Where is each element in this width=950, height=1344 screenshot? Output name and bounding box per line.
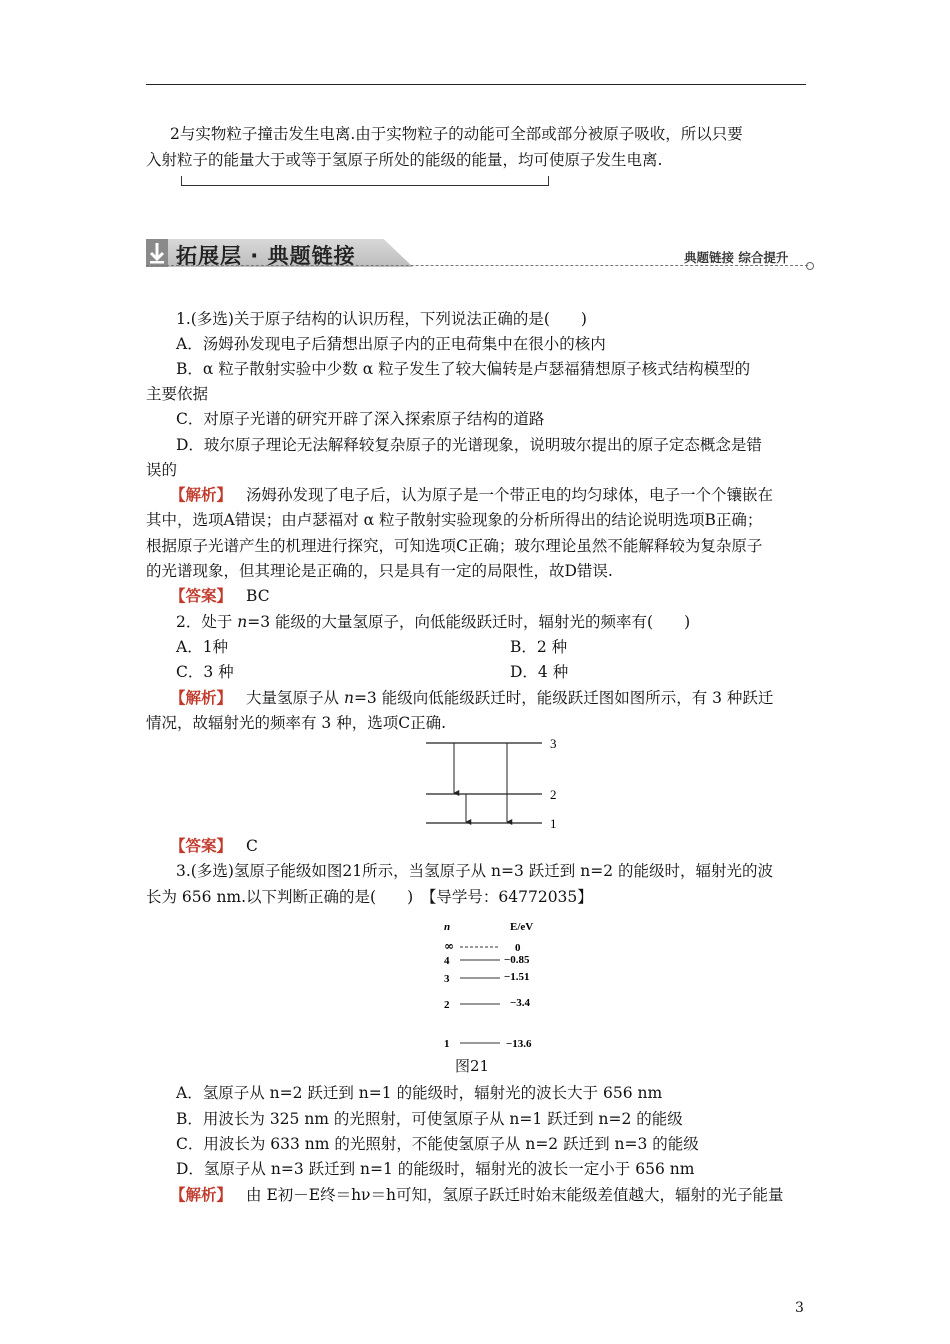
q3-option-b: B．用波长为 325 nm 的光照射，可使氢原子从 n=1 跃迁到 n=2 的能级: [176, 1110, 683, 1128]
q1-option-d: D．玻尔原子理论无法解释较复杂原子的光谱现象，说明玻尔提出的原子定态概念是错: [176, 436, 762, 454]
intro-line-2: 入射粒子的能量大于或等于氢原子所处的能级的能量，均可使原子发生电离.: [146, 151, 663, 169]
n-header: n: [444, 921, 451, 933]
figure-caption: 图21: [455, 1057, 490, 1075]
q1-stem: 1.(多选)关于原子结构的认识历程，下列说法正确的是( ): [176, 310, 587, 328]
q1-option-a: A．汤姆孙发现电子后猜想出原子内的正电荷集中在很小的核内: [176, 335, 606, 353]
q1-analysis-line-1: [170, 484, 773, 506]
analysis-tag: 【解析】: [170, 485, 233, 504]
page-number: 3: [795, 1300, 804, 1316]
energy-level-diagram: [440, 916, 560, 1051]
down-arrow-icon: [146, 239, 168, 267]
q3-option-d: D．氢原子从 n=3 跃迁到 n=1 的能级时，辐射光的波长一定小于 656 nm: [176, 1160, 695, 1178]
level-e-inf: 0: [515, 942, 521, 954]
q1-answer: [170, 585, 270, 607]
q2-option-d: D．4 种: [510, 663, 569, 681]
level-e-1: −13.6: [506, 1038, 532, 1050]
level-label-2: 2: [550, 787, 557, 802]
level-e-3: −1.51: [504, 971, 530, 983]
q3-option-c: C．用波长为 633 nm 的光照射，不能使氢原子从 n=2 跃迁到 n=3 的能级: [176, 1135, 699, 1153]
transition-diagram: [420, 735, 570, 835]
level-label-1: 1: [550, 816, 557, 831]
q1-analysis-line-3: 根据原子光谱产生的机理进行探究，可知选项C正确；玻尔理论虽然不能解释较为复杂原子: [146, 537, 763, 555]
intro-bracket: [181, 176, 549, 186]
analysis-pre: 大量氢原子从: [246, 689, 344, 707]
intro-line-1: 2与实物粒子撞击发生电离.由于实物粒子的动能可全部或部分被原子吸收，所以只要: [170, 125, 743, 143]
section-rule: [146, 265, 808, 266]
e-header: E/eV: [510, 921, 534, 933]
answer-tag: 【答案】: [170, 836, 233, 855]
q1-option-b: B．α 粒子散射实验中少数 α 粒子发生了较大偏转是卢瑟福猜想原子核式结构模型的: [176, 360, 751, 378]
q2-stem-var: n: [237, 613, 248, 631]
q2-analysis-line-1: [170, 687, 773, 709]
answer-tag: 【答案】: [170, 586, 233, 605]
level-label-3: 3: [550, 736, 557, 751]
answer-value: BC: [246, 587, 270, 605]
analysis-tag: 【解析】: [170, 1185, 233, 1204]
q2-stem-post: =3 能级的大量氢原子，向低能级跃迁时，辐射光的频率有( ): [247, 613, 691, 631]
level-e-2: −3.4: [510, 997, 531, 1009]
q2-analysis-line-2: 情况，故辐射光的频率有 3 种，选项C正确.: [146, 714, 447, 732]
level-n-inf: ∞: [444, 939, 454, 953]
q3-stem-line-1: 3.(多选)氢原子能级如图21所示，当氢原子从 n=3 跃迁到 n=2 的能级时，辐射光的波: [176, 862, 773, 880]
analysis-post: =3 能级向低能级跃迁时，能级跃迁图如图所示，有 3 种跃迁: [353, 689, 774, 707]
level-n-2: 2: [444, 999, 450, 1011]
q1-option-b-cont: 主要依据: [146, 385, 209, 403]
analysis-var: n: [343, 689, 354, 707]
circle-icon: [806, 262, 814, 270]
q2-stem-pre: 2．处于: [176, 613, 238, 631]
q2-stem: [176, 611, 690, 633]
q1-option-d-cont: 误的: [146, 461, 178, 479]
analysis-text: 汤姆孙发现了电子后，认为原子是一个带正电的均匀球体，电子一个个镶嵌在: [246, 486, 774, 504]
analysis-text: 由 E初－E终＝hν＝h可知，氢原子跃迁时始末能级差值越大，辐射的光子能量: [246, 1186, 784, 1204]
q1-analysis-line-4: 的光谱现象，但其理论是正确的，只是具有一定的局限性，故D错误.: [146, 562, 613, 580]
q3-stem-line-2: 长为 656 nm.以下判断正确的是( ) 【导学号：64772035】: [146, 888, 593, 906]
q2-answer: [170, 835, 258, 857]
q3-analysis-line-1: [170, 1184, 783, 1206]
q1-option-c: C．对原子光谱的研究开辟了深入探索原子结构的道路: [176, 410, 545, 428]
q3-option-a: A．氢原子从 n=2 跃迁到 n=1 的能级时，辐射光的波长大于 656 nm: [176, 1084, 663, 1102]
answer-value: C: [246, 837, 258, 855]
section-title: 拓展层 · 典题链接: [176, 244, 356, 268]
q2-option-c: C．3 种: [176, 663, 234, 681]
level-e-4: −0.85: [504, 954, 530, 966]
q2-option-b: B．2 种: [510, 638, 568, 656]
level-n-3: 3: [444, 973, 450, 985]
level-n-4: 4: [444, 955, 450, 967]
q2-option-a: A．1种: [176, 638, 229, 656]
analysis-tag: 【解析】: [170, 688, 233, 707]
level-n-1: 1: [444, 1038, 450, 1050]
section-subtitle: 典题链接 综合提升: [684, 250, 789, 265]
header-rule: [146, 84, 806, 85]
q1-analysis-line-2: 其中，选项A错误；由卢瑟福对 α 粒子散射实验现象的分析所得出的结论说明选项B正确；: [146, 511, 763, 529]
